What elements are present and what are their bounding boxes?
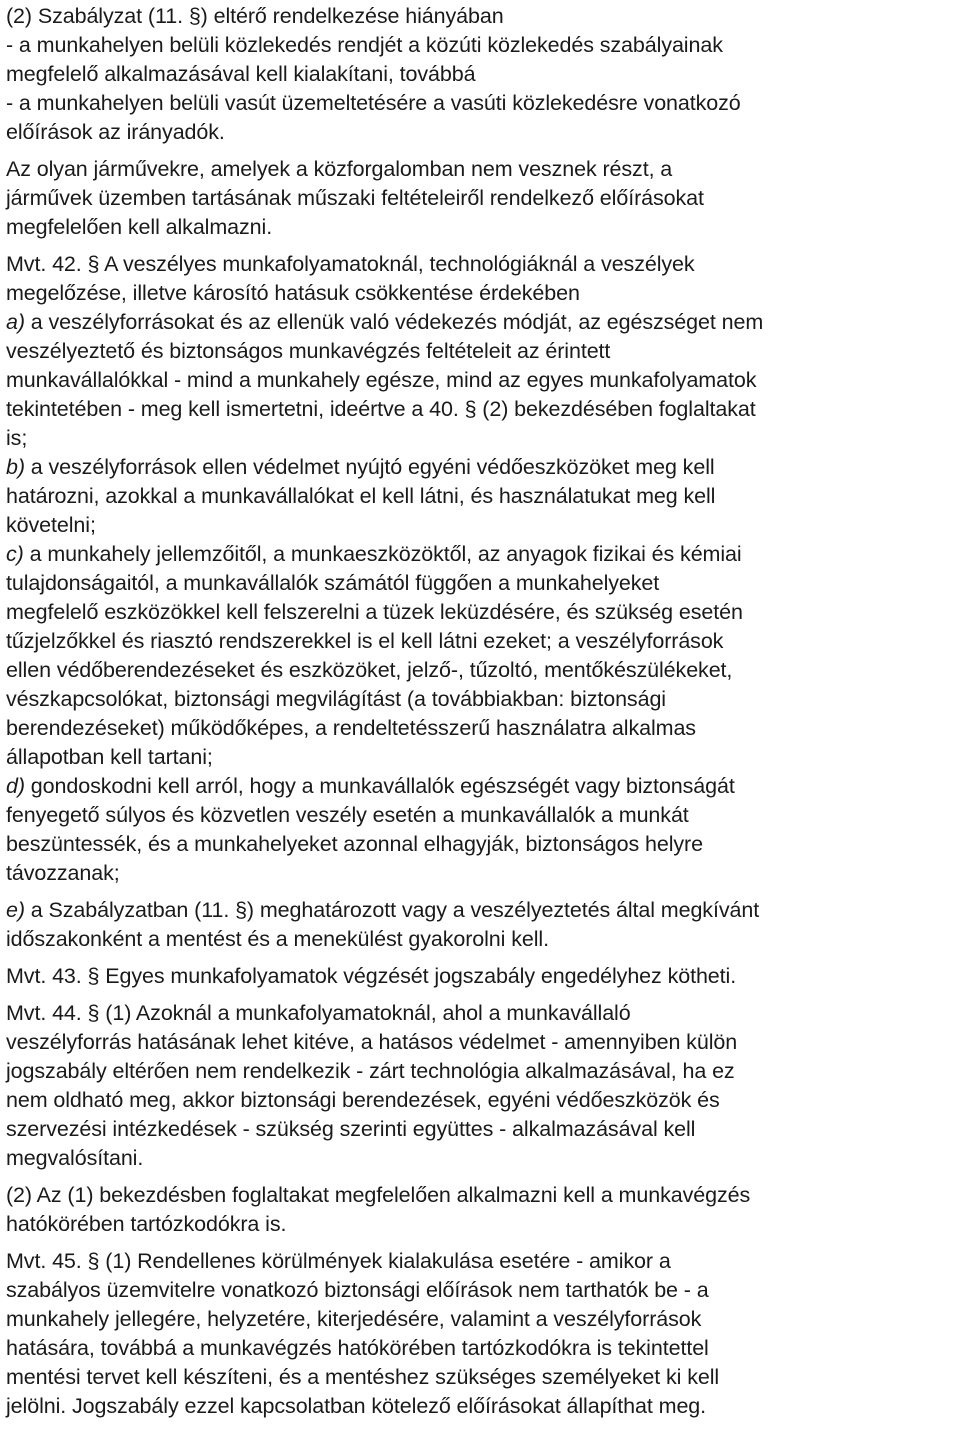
text-line: Az olyan járművekre, amelyek a közforgalomban nem vesznek részt, a — [6, 157, 673, 181]
text-line: nem oldható meg, akkor biztonsági berendezések, egyéni védőeszközök és — [6, 1088, 720, 1112]
text-line: időszakonként a mentést és a menekülést gyakorolni kell. — [6, 927, 549, 951]
text-line: (2) Szabályzat (11. §) eltérő rendelkezése hiányában — [6, 4, 504, 28]
text-line: fenyegető súlyos és közvetlen veszély esetén a munkavállalók a munkát — [6, 803, 689, 827]
text-line: megfelelő alkalmazásával kell kialakítani, továbbá — [6, 62, 476, 86]
list-item-c — [6, 540, 956, 569]
list-item-b — [6, 453, 956, 482]
text-line: - a munkahelyen belüli közlekedés rendjét a közúti közlekedés szabályainak — [6, 33, 723, 57]
list-item-a — [6, 308, 956, 337]
item-letter: c) — [6, 542, 24, 566]
text-line: megelőzése, illetve károsító hatásuk csökkentése érdekében — [6, 281, 580, 305]
item-letter: a) — [6, 310, 25, 334]
section-mvt-45 — [6, 1247, 956, 1421]
text-line: hatókörében tartózkodókra is. — [6, 1212, 287, 1236]
text-line: járművek üzemben tartásának műszaki feltételeiről rendelkező előírásokat — [6, 186, 704, 210]
item-letter: b) — [6, 455, 25, 479]
text-line: Mvt. 43. § Egyes munkafolyamatok végzését jogszabály engedélyhez kötheti. — [6, 964, 737, 988]
text-line: Mvt. 45. § (1) Rendellenes körülmények kialakulása esetére - amikor a — [6, 1249, 671, 1273]
item-text: gondoskodni kell arról, hogy a munkavállalók egészségét vagy biztonságát — [24, 774, 735, 798]
text-line: Mvt. 42. § A veszélyes munkafolyamatoknál, technológiáknál a veszélyek — [6, 252, 695, 276]
text-line: követelni; — [6, 513, 96, 537]
document-page — [6, 2, 956, 1421]
text-line: munkahely jellegére, helyzetére, kiterjedésére, valamint a veszélyforrások — [6, 1307, 702, 1331]
text-line: beszüntessék, és a munkahelyeket azonnal elhagyják, biztonságos helyre — [6, 832, 703, 856]
text-line: vészkapcsolókat, biztonsági megvilágítást (a továbbiakban: biztonsági — [6, 687, 666, 711]
text-line: - a munkahelyen belüli vasút üzemeltetésére a vasúti közlekedésre vonatkozó — [6, 91, 741, 115]
text-line: jelölni. Jogszabály ezzel kapcsolatban kötelező előírásokat állapíthat meg. — [6, 1394, 707, 1418]
text-line: távozzanak; — [6, 861, 120, 885]
list-item-e — [6, 896, 956, 925]
section-mvt-44 — [6, 999, 956, 1173]
list-item-e-block — [6, 896, 956, 954]
text-line: szabályos üzemvitelre vonatkozó biztonsági előírások nem tarthatók be - a — [6, 1278, 709, 1302]
item-text: a munkahely jellemzőitől, a munkaeszközöktől, az anyagok fizikai és kémiai — [23, 542, 742, 566]
item-text: a veszélyforrások ellen védelmet nyújtó egyéni védőeszközöket meg kell — [24, 455, 715, 479]
section-mvt-44-2 — [6, 1181, 956, 1239]
item-letter: d) — [6, 774, 25, 798]
text-line: mentési tervet kell készíteni, és a mentéshez szükséges személyeket ki kell — [6, 1365, 720, 1389]
paragraph-traffic-rules — [6, 2, 956, 147]
text-line: megfelelően kell alkalmazni. — [6, 215, 273, 239]
section-mvt-42 — [6, 250, 956, 888]
text-line: tulajdonságaitól, a munkavállalók számától függően a munkahelyeket — [6, 571, 660, 595]
section-mvt-43 — [6, 962, 956, 991]
text-line: tűzjelzőkkel és riasztó rendszerekkel is el kell látni ezeket; a veszélyforrások — [6, 629, 724, 653]
text-line: Mvt. 44. § (1) Azoknál a munkafolyamatoknál, ahol a munkavállaló — [6, 1001, 631, 1025]
text-line: veszélyforrás hatásának lehet kitéve, a hatásos védelmet - amennyiben külön — [6, 1030, 738, 1054]
paragraph-vehicles — [6, 155, 956, 242]
text-line: megfelelő eszközökkel kell felszerelni a tüzek leküzdésére, és szükség esetén — [6, 600, 743, 624]
text-line: előírások az irányadók. — [6, 120, 225, 144]
list-item-d — [6, 772, 956, 801]
text-line: (2) Az (1) bekezdésben foglaltakat megfelelően alkalmazni kell a munkavégzés — [6, 1183, 751, 1207]
text-line: hatására, továbbá a munkavégzés hatókörében tartózkodókra is tekintettel — [6, 1336, 709, 1360]
text-line: megvalósítani. — [6, 1146, 144, 1170]
text-line: berendezéseket) működőképes, a rendeltetésszerű használatra alkalmas — [6, 716, 696, 740]
text-line: határozni, azokkal a munkavállalókat el kell látni, és használatukat meg kell — [6, 484, 716, 508]
item-letter: e) — [6, 898, 25, 922]
text-line: ellen védőberendezéseket és eszközöket, jelző-, tűzoltó, mentőkészülékeket, — [6, 658, 733, 682]
text-line: is; — [6, 426, 28, 450]
text-line: szervezési intézkedések - szükség szerinti együttes - alkalmazásával kell — [6, 1117, 696, 1141]
text-line: veszélyeztető és biztonságos munkavégzés feltételeit az érintett — [6, 339, 611, 363]
text-line: munkavállalókkal - mind a munkahely egésze, mind az egyes munkafolyamatok — [6, 368, 757, 392]
text-line: jogszabály eltérően nem rendelkezik - zárt technológia alkalmazásával, ha ez — [6, 1059, 735, 1083]
item-text: a veszélyforrásokat és az ellenük való védekezés módját, az egészséget nem — [24, 310, 764, 334]
text-line: állapotban kell tartani; — [6, 745, 213, 769]
item-text: a Szabályzatban (11. §) meghatározott vagy a veszélyeztetés által megkívánt — [24, 898, 760, 922]
text-line: tekintetében - meg kell ismertetni, ideértve a 40. § (2) bekezdésében foglaltakat — [6, 397, 756, 421]
